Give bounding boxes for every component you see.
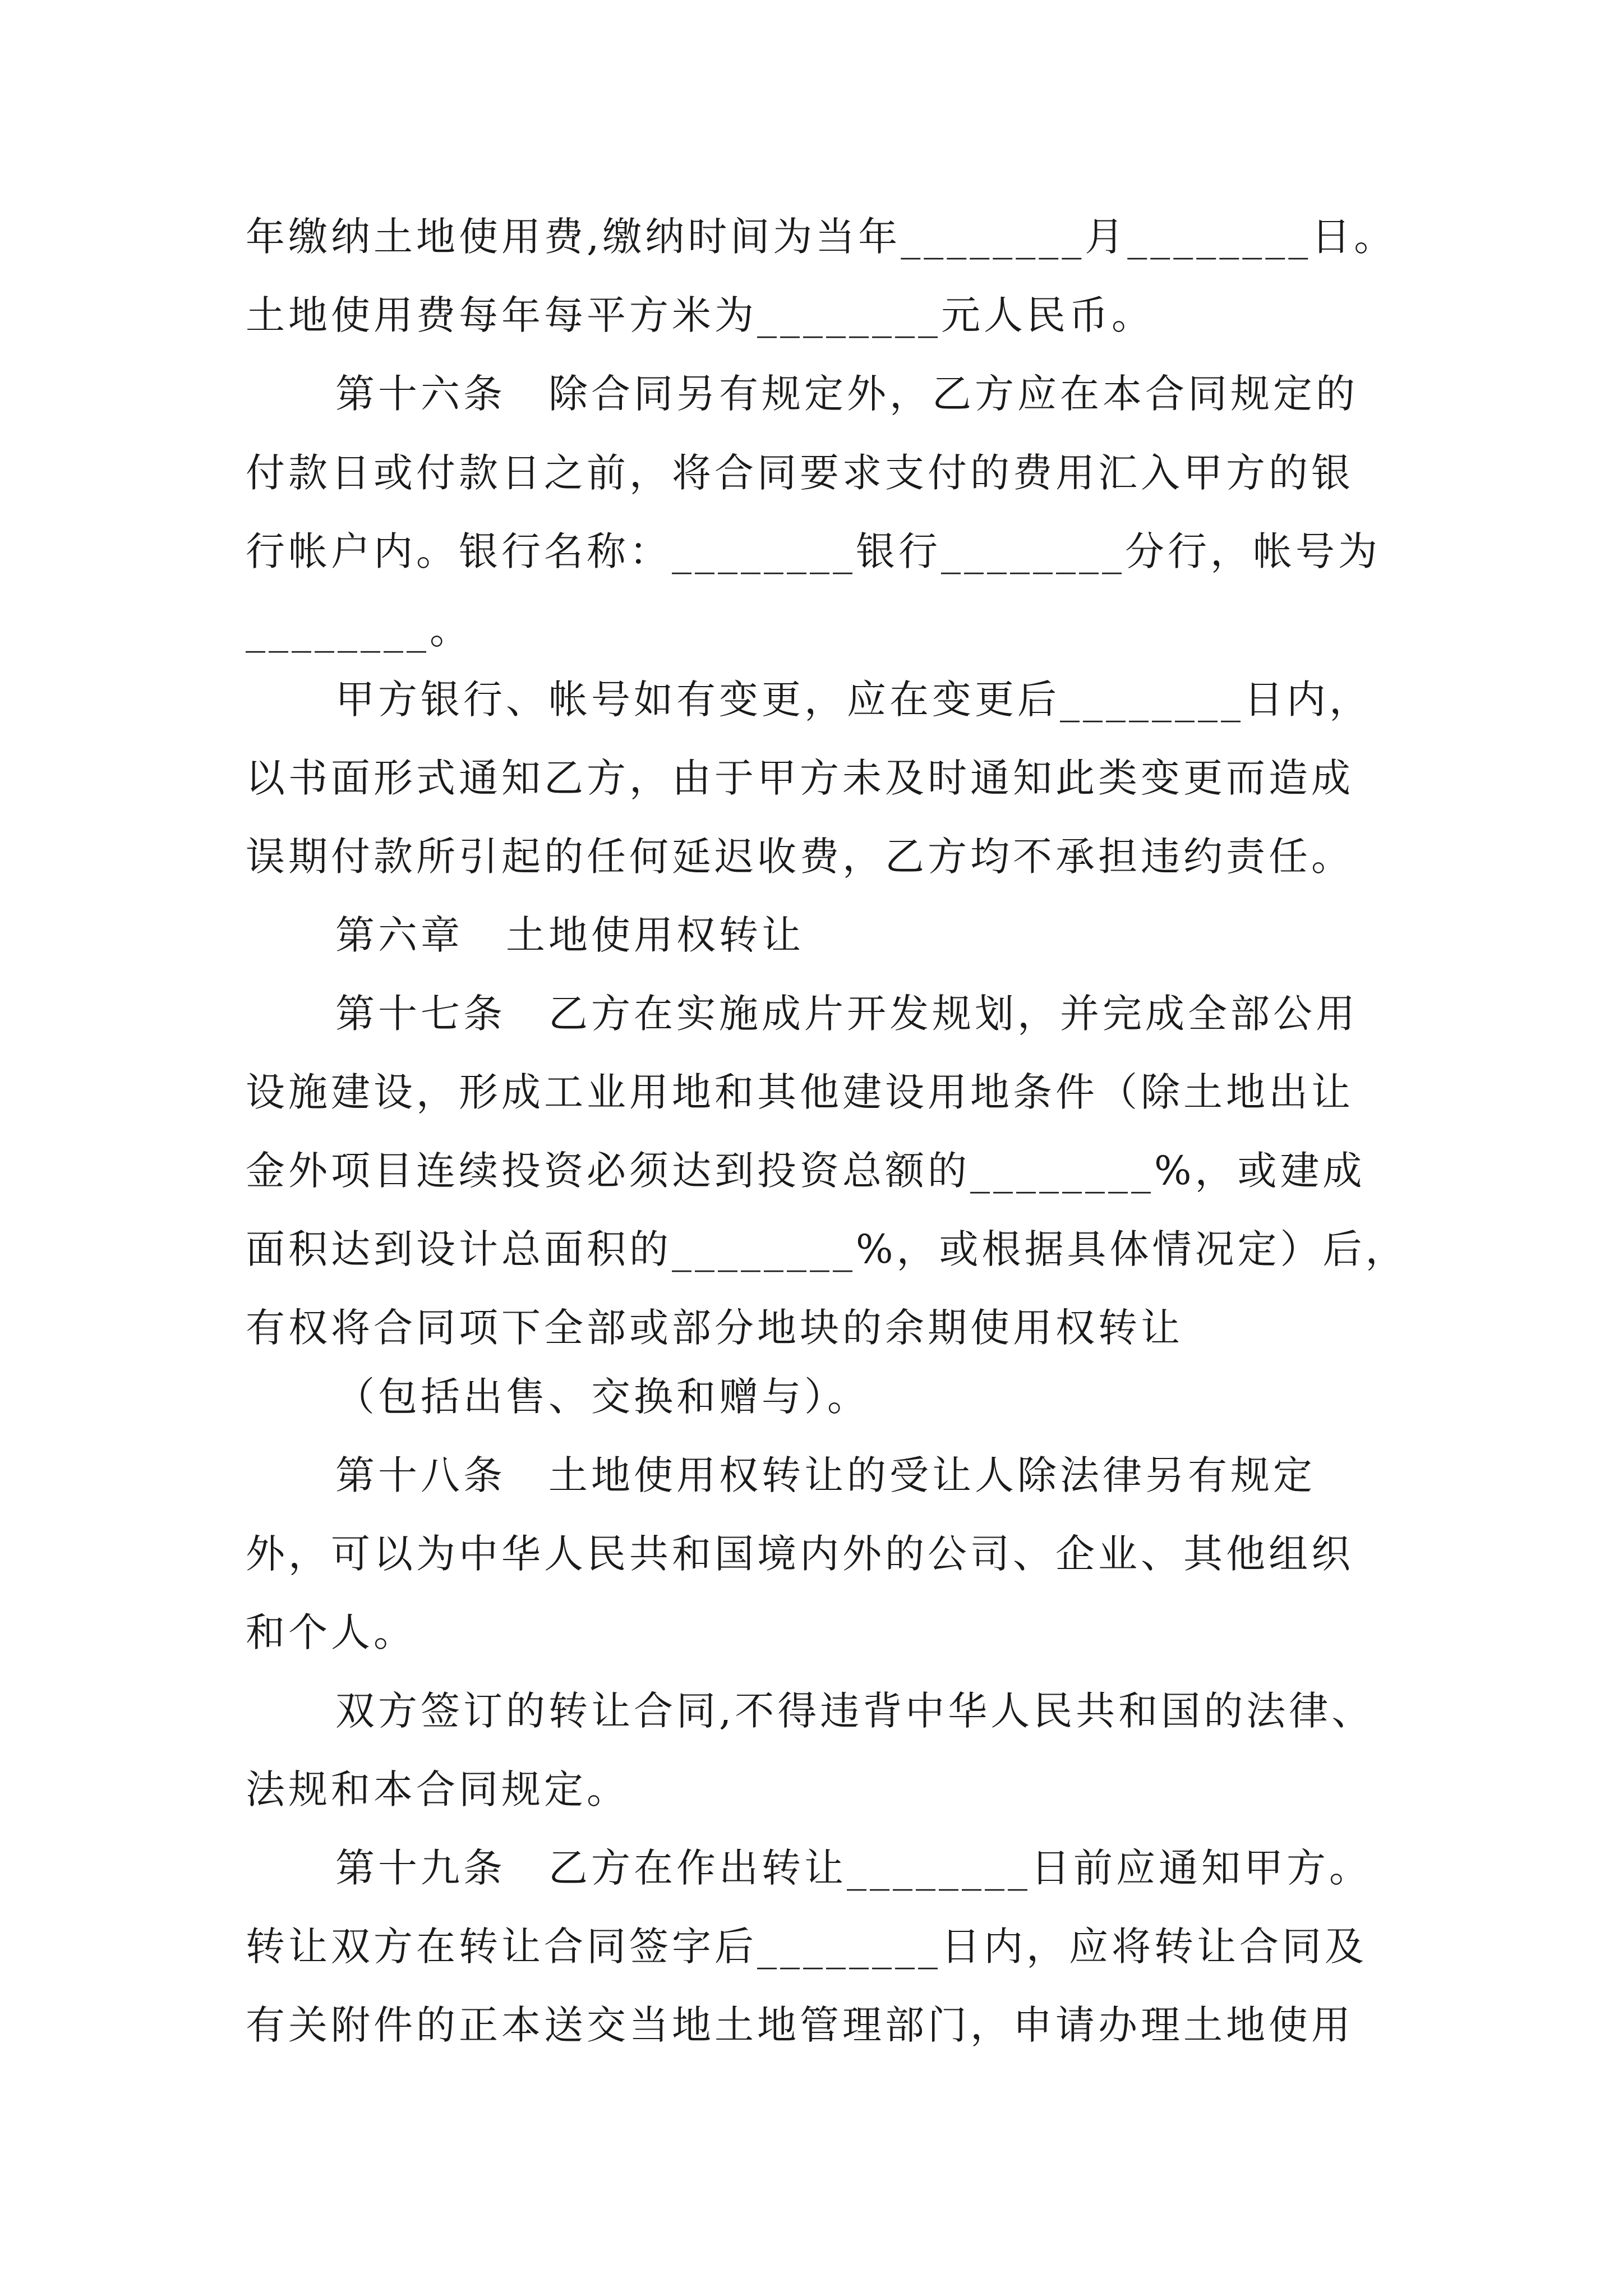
text-line: 金外项目连续投资必须达到投资总额的________%，或建成: [246, 1148, 1366, 1194]
text-line: 有关附件的正本送交当地土地管理部门，申请办理土地使用: [246, 2002, 1354, 2048]
text-line: 误期付款所引起的任何延迟收费，乙方均不承担违约责任。: [246, 834, 1354, 880]
text-line: 第六章 土地使用权转让: [335, 912, 804, 958]
text-line: 付款日或付款日之前，将合同要求支付的费用汇入甲方的银: [246, 450, 1354, 496]
text-line: 土地使用费每年每平方米为________元人民币。: [246, 292, 1154, 338]
text-line: 第十八条 土地使用权转让的受让人除法律另有规定: [335, 1452, 1316, 1498]
text-line: 甲方银行、帐号如有变更，应在变更后________日内，: [335, 677, 1372, 723]
text-line: 第十七条 乙方在实施成片开发规划，并完成全部公用: [335, 991, 1358, 1037]
text-line: 和个人。: [246, 1609, 416, 1655]
text-line: 设施建设，形成工业用地和其他建设用地条件（除土地出让: [246, 1069, 1354, 1115]
text-line: 第十九条 乙方在作出转让________日前应通知甲方。: [335, 1845, 1372, 1891]
text-line: 转让双方在转让合同签字后________日内，应将转让合同及: [246, 1924, 1367, 1970]
text-line: 外，可以为中华人民共和国境内外的公司、企业、其他组织: [246, 1531, 1354, 1577]
text-line: （包括出售、交换和赠与）。: [335, 1374, 870, 1420]
text-line: 双方签订的转让合同,不得违背中华人民共和国的法律、: [335, 1688, 1375, 1734]
text-line: 有权将合同项下全部或部分地块的余期使用权转让: [246, 1305, 1183, 1351]
text-line: 年缴纳土地使用费,缴纳时间为当年________月________日。: [246, 214, 1397, 260]
text-line: 行帐户内。银行名称：________银行________分行，帐号为: [246, 528, 1381, 574]
text-line: 面积达到设计总面积的________%，或根据具体情况定）后，: [246, 1226, 1408, 1272]
text-line: 法规和本合同规定。: [246, 1766, 629, 1812]
text-line: ________。: [246, 607, 472, 653]
text-line: 第十六条 除合同另有规定外，乙方应在本合同规定的: [335, 371, 1358, 417]
text-line: 以书面形式通知乙方，由于甲方未及时通知此类变更而造成: [246, 755, 1354, 801]
